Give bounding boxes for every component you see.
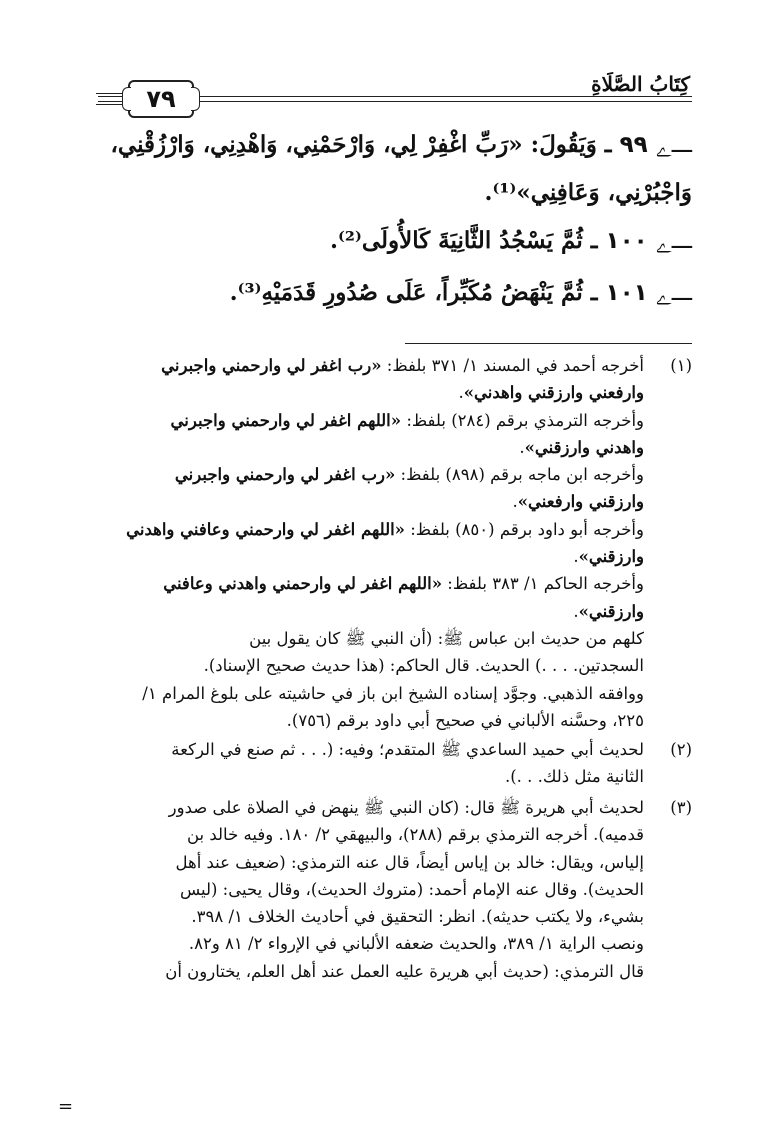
footnote-1 bbox=[70, 352, 692, 734]
footnote-3 bbox=[70, 794, 692, 985]
footnote-line: وارفعني وارزقني واهدني». bbox=[458, 383, 644, 403]
hadith-bullet-icon: ـــﮮ bbox=[655, 280, 692, 306]
footnote-line: كلهم من حديث ابن عباس ﷺ: (أن النبي ﷺ كان يقول بين bbox=[249, 628, 644, 648]
hadith-text: وَاجْبُرْنِي، وَعَافِنِي»⁽¹⁾. bbox=[484, 179, 692, 206]
hadith-100 bbox=[70, 228, 692, 254]
footnote-line: وارزقني وارفعني». bbox=[512, 492, 644, 512]
footnote-line: ووافقه الذهبي. وجوَّد إسناده الشيخ ابن باز في حاشيته على بلوغ المرام ١/ bbox=[142, 683, 644, 703]
footnote-line: وأخرجه أبو داود برقم (٨٥٠) بلفظ: «اللهم اغفر لي وارحمني وعافني واهدني bbox=[126, 519, 644, 539]
footnote-line: وأخرجه ابن ماجه برقم (٨٩٨) بلفظ: «رب اغفر لي وارحمني واجبرني bbox=[174, 465, 644, 485]
footnote-body bbox=[70, 352, 644, 734]
hadith-bullet-icon: ـــﮮ bbox=[655, 228, 692, 254]
footnote-line: وارزقني». bbox=[573, 601, 644, 621]
footnote-line: واهدني وارزقني». bbox=[519, 437, 644, 457]
hadith-99-line-1 bbox=[70, 132, 692, 158]
hadith-99-line-2 bbox=[70, 180, 692, 206]
footnote-mark: (٢) bbox=[670, 740, 692, 759]
footnote-body bbox=[70, 736, 644, 791]
hadith-number: ٩٩ bbox=[619, 132, 648, 158]
footnote-body bbox=[70, 794, 644, 985]
page-number-frame bbox=[128, 80, 194, 118]
continuation-mark: = bbox=[58, 1096, 74, 1117]
footnote-line: لحديث أبي حميد الساعدي ﷺ المتقدم؛ وفيه: (. . . ثم صنع في الركعة bbox=[171, 740, 644, 759]
footnote-line: ٢٢٥، وحسَّنه الألباني في صحيح أبي داود برقم (٧٥٦). bbox=[286, 710, 644, 730]
footnote-line: السجدتين. . . .) الحديث. قال الحاكم: (هذا حديث صحيح الإسناد). bbox=[203, 656, 644, 676]
hadith-number: ١٠٠ bbox=[605, 228, 648, 254]
footnote-line: الحديث). وقال عنه الإمام أحمد: (متروك الحديث)، وقال يحيى: (ليس bbox=[179, 879, 644, 899]
footnote-line: أخرجه أحمد في المسند ١/ ٣٧١ بلفظ: «رب اغفر لي وارحمني واجبرني bbox=[161, 356, 644, 375]
footnote-mark: (١) bbox=[670, 356, 692, 375]
footnote-line: وأخرجه الحاكم ١/ ٣٨٣ بلفظ: «اللهم اغفر لي وارحمني واهدني وعافني bbox=[163, 574, 644, 594]
footnote-line: لحديث أبي هريرة ﷺ قال: (كان النبي ﷺ ينهض في الصلاة على صدور bbox=[168, 798, 644, 817]
page-number: ٧٩ bbox=[146, 85, 176, 113]
footnote-line: بشيء، ولا يكتب حديثه). انظر: التحقيق في أحاديث الخلاف ١/ ٣٩٨. bbox=[191, 907, 644, 927]
footnote-line: وارزقني». bbox=[573, 547, 644, 567]
footnote-separator bbox=[405, 343, 692, 344]
footnote-line: الثانية مثل ذلك. . .). bbox=[504, 767, 644, 787]
footnote-mark: (٣) bbox=[670, 798, 692, 817]
hadith-bullet-icon: ـــﮮ bbox=[655, 132, 692, 158]
hadith-text: ـ ثُمَّ يَسْجُدُ الثَّانِيَةَ كَالأُولَى⁽²⁾. bbox=[330, 227, 598, 254]
hadith-text: ـ وَيَقُولَ: «رَبِّ اغْفِرْ لِي، وَارْحَمْنِي، وَاهْدِنِي، وَارْزُقْنِي، bbox=[110, 131, 612, 158]
footnote-line: قال الترمذي: (حديث أبي هريرة عليه العمل عند أهل العلم، يختارون أن bbox=[165, 961, 644, 981]
footnote-2 bbox=[70, 736, 692, 791]
hadith-number: ١٠١ bbox=[605, 280, 648, 306]
footnote-line: ونصب الراية ١/ ٣٨٩، والحديث ضعفه الألباني في الإرواء ٢/ ٨١ و٨٢. bbox=[188, 934, 644, 954]
hadith-text: ـ ثُمَّ يَنْهَضُ مُكَبِّراً، عَلَى صُدُورِ قَدَمَيْهِ⁽³⁾. bbox=[229, 279, 598, 306]
footnote-line: وأخرجه الترمذي برقم (٢٨٤) بلفظ: «اللهم اغفر لي وارحمني واجبرني bbox=[170, 410, 644, 430]
running-title: كِتَابُ الصَّلَاةِ bbox=[591, 72, 690, 96]
footnote-line: قدميه). أخرجه الترمذي برقم (٢٨٨)، والبيهقي ٢/ ١٨٠. وفيه خالد بن bbox=[186, 825, 644, 845]
hadith-101 bbox=[70, 280, 692, 306]
footnote-line: إلياس، ويقال: خالد بن إياس أيضاً، قال عنه الترمذي: (ضعيف عند أهل bbox=[175, 852, 644, 872]
